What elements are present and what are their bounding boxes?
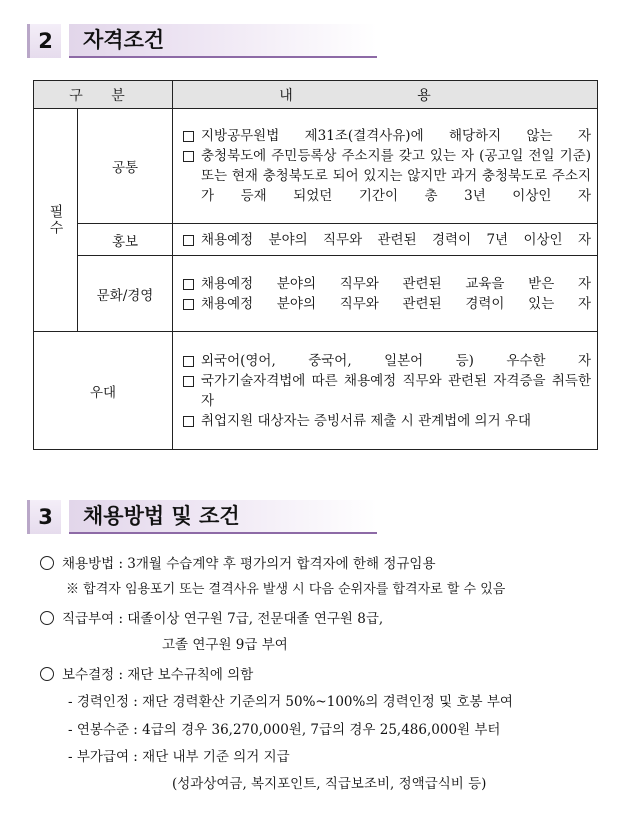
checkbox-icon (183, 235, 194, 246)
row-items-preferred (173, 332, 598, 450)
item-text: 채용예정 분야의 직무와 관련된 경력이 7년 이상인 자 (201, 231, 591, 248)
table-row (34, 256, 598, 332)
header-category: 구 분 (34, 81, 173, 109)
row-items-culture (173, 256, 598, 332)
checkbox-icon (183, 416, 194, 427)
section-2-header (27, 24, 377, 58)
list-item (179, 351, 591, 371)
checkbox-icon (183, 279, 194, 290)
checkbox-icon (183, 376, 194, 387)
table-row (34, 332, 598, 450)
list-item (179, 126, 591, 146)
row-label-preferred: 우대 (34, 332, 173, 450)
checkbox-icon (183, 299, 194, 310)
checkbox-icon (183, 151, 194, 162)
grade-text: 직급부여 : 대졸이상 연구원 7급, 전문대졸 연구원 8급, (62, 611, 384, 627)
pay-text: 보수결정 : 재단 보수규칙에 의함 (62, 667, 254, 683)
benefit-line: - 부가급여 : 재단 내부 기준 의거 지급 (68, 749, 290, 765)
benefit-detail-line: (성과상여금, 복지포인트, 직급보조비, 정액급식비 등) (172, 776, 487, 792)
condition-method (40, 554, 436, 574)
list-item (179, 146, 591, 206)
row-label-common: 공통 (78, 109, 173, 224)
condition-grade (40, 609, 383, 629)
item-text: 지방공무원법 제31조(결격사유)에 해당하지 않는 자 (201, 128, 591, 144)
list-item (179, 274, 591, 294)
required-label-text: 필수 (47, 204, 64, 236)
career-line: - 경력인정 : 재단 경력환산 기준의거 50%~100%의 경력인정 및 호봉 부여 (68, 694, 513, 710)
table-row (34, 109, 598, 224)
list-item (179, 371, 591, 411)
checkbox-icon (183, 356, 194, 367)
item-text: 취업지원 대상자는 증빙서류 제출 시 관계법에 의거 우대 (201, 412, 531, 429)
required-label (34, 109, 78, 332)
table-row (34, 224, 598, 256)
item-text: 외국어(영어, 중국어, 일본어 등) 우수한 자 (201, 352, 591, 369)
condition-pay (40, 665, 253, 685)
row-items-pr (173, 224, 598, 256)
list-item (179, 230, 591, 250)
row-label-pr: 홍보 (78, 224, 173, 256)
item-text: 국가기술자격법에 따른 채용예정 직무와 관련된 자격증을 취득한 자 (201, 372, 591, 409)
circle-bullet-icon (40, 667, 54, 681)
checkbox-icon (183, 131, 194, 142)
header-content: 내 용 (173, 81, 598, 109)
section-2-number: 2 (27, 24, 61, 58)
salary-line: - 연봉수준 : 4급의 경우 36,270,000원, 7급의 경우 25,486,000원 부터 (68, 722, 501, 738)
method-text: 채용방법 : 3개월 수습계약 후 평가의거 합격자에 한해 정규임용 (62, 556, 436, 572)
table-header-row (34, 81, 598, 109)
method-note: ※ 합격자 임용포기 또는 결격사유 발생 시 다음 순위자를 합격자로 할 수 있음 (66, 582, 506, 597)
item-text: 채용예정 분야의 직무와 관련된 교육을 받은 자 (201, 275, 591, 292)
circle-bullet-icon (40, 611, 54, 625)
item-text: 충청북도에 주민등록상 주소지를 갖고 있는 자 (공고일 전일 기준) 또는 현재 충청북도로 되어 있지는 않지만 과거 충청북도로 주소지가 등재 되었던 기간이 총 3년 이상인 자 (201, 148, 591, 204)
row-items-common (173, 109, 598, 224)
item-text: 채용예정 분야의 직무와 관련된 경력이 있는 자 (201, 295, 591, 312)
qualification-table (33, 80, 598, 450)
section-3-header (27, 500, 377, 534)
section-3-number: 3 (27, 500, 61, 534)
section-2-title: 자격조건 (69, 24, 377, 58)
grade-line-2: 고졸 연구원 9급 부여 (162, 637, 288, 653)
circle-bullet-icon (40, 556, 54, 570)
list-item (179, 294, 591, 314)
row-label-culture: 문화/경영 (78, 256, 173, 332)
list-item (179, 411, 591, 431)
section-3-title: 채용방법 및 조건 (69, 500, 377, 534)
